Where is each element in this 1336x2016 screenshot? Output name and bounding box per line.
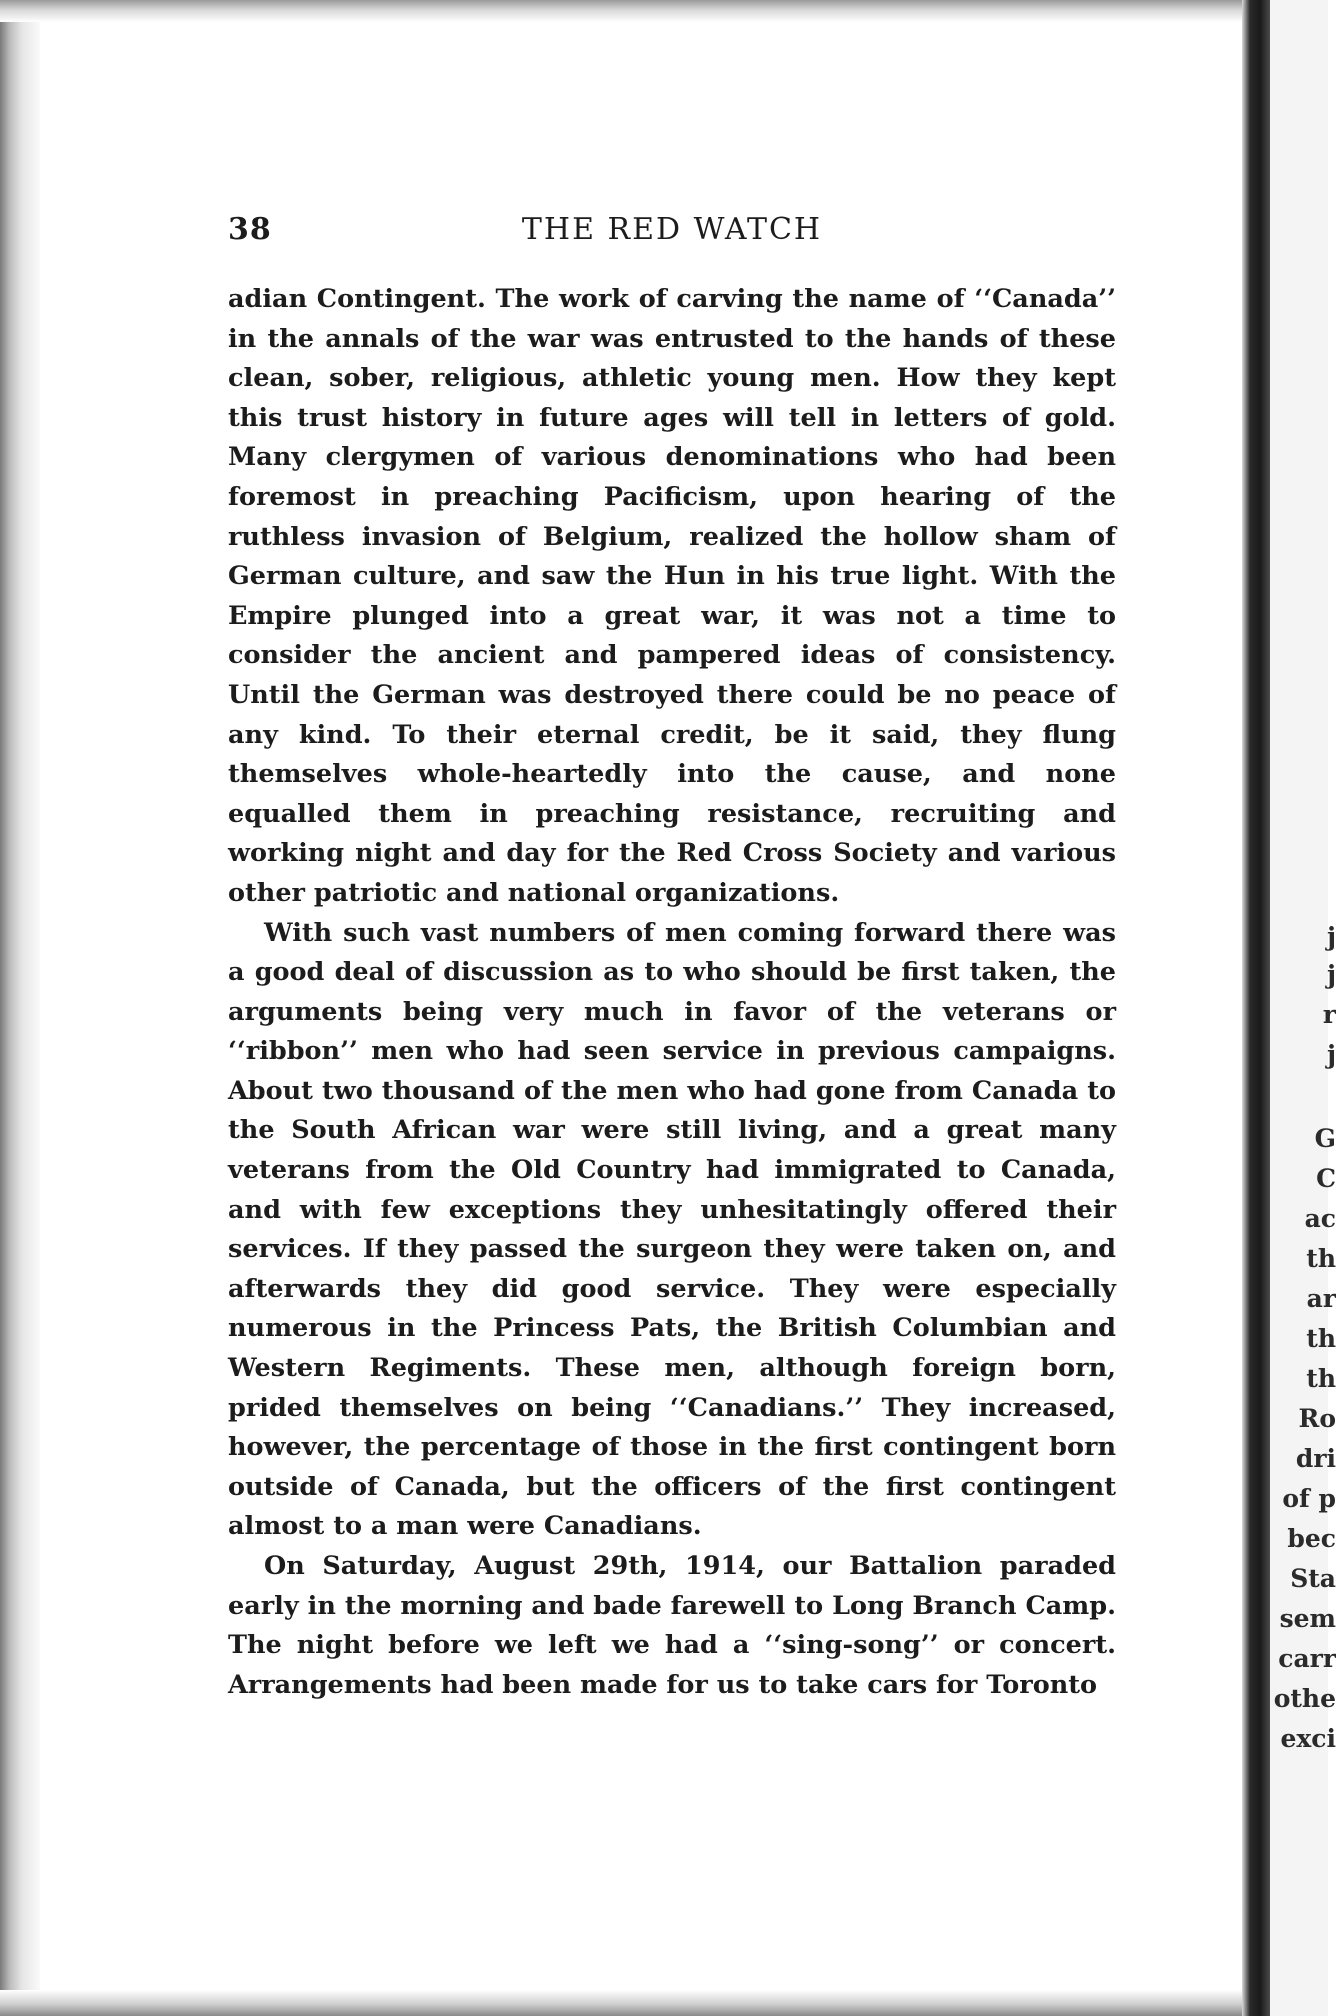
- facing-page-fragment: j: [1326, 922, 1336, 951]
- facing-page-fragment: ac: [1304, 1204, 1336, 1233]
- book-gutter: [1242, 0, 1270, 2016]
- facing-page-fragment: th: [1306, 1244, 1336, 1273]
- facing-page-fragment: ar: [1306, 1284, 1336, 1313]
- facing-page-fragment: G: [1314, 1124, 1336, 1153]
- running-title: THE RED WATCH: [521, 212, 823, 247]
- facing-page-fragment: j: [1326, 960, 1336, 989]
- facing-page-fragment: r: [1322, 1000, 1336, 1029]
- paragraph: With such vast numbers of men coming forward there was a good deal of discussion as to who should be first taken, the arguments being very much in favor of the veterans or ‘‘ribbon’’ men who had seen service in previous campaigns. About two thousand of the men who had gone from Canada to the South African war were still living, and a great many veterans from the Old Country had immigrated to Canada, and with few exceptions they unhesitatingly offered their services. If they passed the surgeon they were taken on, and afterwards they did good service. They were especially numerous in the Princess Pats, the British Columbian and Western Regiments. These men, although foreign born, prided themselves on being ‘‘Canadians.’’ They increased, however, the percentage of those in the first contingent born outside of Canada, but the officers of the first contingent almost to a man were Canadians.: [228, 917, 1116, 1542]
- facing-page-fragment: othe: [1273, 1684, 1336, 1713]
- facing-page-fragment: carr: [1278, 1644, 1336, 1673]
- facing-page-fragment: bec: [1287, 1524, 1336, 1553]
- facing-page-fragment: dri: [1295, 1444, 1336, 1473]
- facing-page-fragment: of p: [1282, 1484, 1336, 1513]
- paragraph: On Saturday, August 29th, 1914, our Battalion paraded early in the morning and bade farewell to Long Branch Camp. The night before we left we had a ‘‘sing-song’’ or concert. Arrangements had been made for us to take cars for Toronto: [228, 1551, 1116, 1700]
- paragraph: adian Contingent. The work of carving the name of ‘‘Canada’’ in the annals of the war was entrusted to the hands of these clean, sober, religious, athletic young men. How they kept this trust history in future ages will tell in letters of gold. Many clergymen of various denominations who had been foremost in preaching Pacificism, upon hearing of the ruthless invasion of Belgium, realized the hollow sham of German culture, and saw the Hun in his true light. With the Empire plunged into a great war, it was not a time to consider the ancient and pampered ideas of consistency. Until the German was destroyed there could be no peace of any kind. To their eternal credit, be it said, they flung themselves whole-heartedly into the cause, and none equalled them in preaching resistance, recruiting and working night and day for the Red Cross Society and various other patriotic and national organizations.: [228, 284, 1116, 908]
- facing-page-fragment: j: [1326, 1040, 1336, 1069]
- facing-page-fragment: sem: [1279, 1604, 1336, 1633]
- facing-page-fragment: th: [1306, 1364, 1336, 1393]
- book-page: [228, 200, 1116, 1705]
- page-number: 38: [228, 212, 272, 247]
- facing-page-fragment: C: [1316, 1164, 1336, 1193]
- scan-shadow-left: [0, 0, 40, 2016]
- page-header: [228, 200, 1116, 260]
- facing-page-fragment: th: [1306, 1324, 1336, 1353]
- facing-page-fragment: Sta: [1290, 1564, 1336, 1593]
- facing-page-fragment: exci: [1280, 1724, 1336, 1753]
- facing-page-edge: [1270, 0, 1336, 2016]
- scan-shadow-top: [0, 0, 1250, 22]
- body-text: [228, 280, 1116, 1705]
- scan-shadow-bottom: [0, 1990, 1250, 2016]
- facing-page-fragment: Ro: [1298, 1404, 1336, 1433]
